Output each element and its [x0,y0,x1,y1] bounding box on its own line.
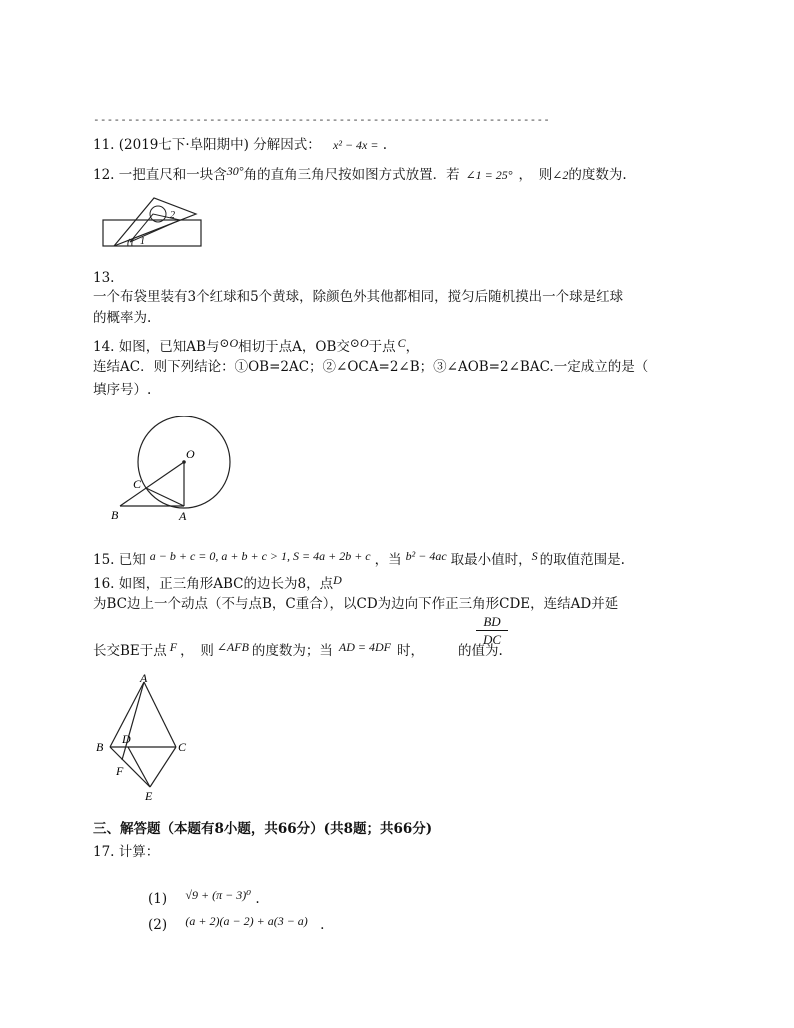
fig16-label-e: E [145,789,153,803]
fig12-label-2: 2 [170,210,175,221]
q12-math-30deg: 30° [226,164,244,178]
q14-line3: 填序号）. [93,382,152,398]
q12-text-d: 的度数为. [568,167,627,183]
q14-text-a: 14. 如图，已知AB与 [93,339,220,355]
q11-tail: . [382,137,388,153]
q11-text: 11. (2019七下·阜阳期中) 分解因式： [93,137,321,153]
fig14-label-b: B [111,508,119,522]
q15-math-s: S [531,549,538,563]
question-15 [93,547,625,569]
q15-math-conditions: a − b + c = 0, a + b + c > 1, S = 4a + 2b + c [149,549,371,563]
q17-part2 [148,912,324,934]
q15-text-b: ，当 [374,552,402,568]
fig16-label-c: C [178,740,187,754]
q12-text-a: 12. 一把直尺和一块含 [93,167,227,183]
question-12 [93,162,627,184]
q17-p1-math: √9 + (π − 3)⁰ [185,888,252,902]
q17-part1 [148,886,260,908]
q16-line2: 为BC边上一个动点（不与点B，C重合），以CD为边向下作正三角形CDE，连结AD并延 [93,596,619,612]
q15-text-d: 的取值范围是. [539,552,625,568]
q12-math-angle1: ∠1 = 25° [465,168,513,182]
q15-math-discriminant: b² − 4ac [405,549,447,563]
q13-number: 13. [93,270,115,286]
q17-p1-tail: . [255,891,260,907]
fig16-label-a: A [140,672,148,685]
q15-text-a: 15. 已知 [93,552,146,568]
q17-p2-math: (a + 2)(a − 2) + a(3 − a) [185,914,308,928]
q16-text-3d: 时， [397,643,425,659]
q16-text-3a: 长交BE于点 [93,643,167,659]
q16-frac-denominator: DC [476,630,508,649]
q17-p1-label: (1) [148,891,168,907]
question-16 [93,571,342,593]
q12-math-angle2: ∠2 [552,168,569,182]
q14-math-circle-o-2: ⊙O [349,336,369,350]
q13-line2: 的概率为. [93,310,152,326]
q14-text-d: ， [405,339,420,355]
figure-equilateral-triangles [94,672,194,804]
q14-math-c: C [397,336,406,350]
q16-math-d: D [333,573,342,587]
q17-p2-label: (2) [148,917,168,933]
q12-text-b: 角的直角三角尺按如图方式放置．若 [243,167,460,183]
q16-text-a: 16. 如图，正三角形ABC的边长为8，点 [93,576,334,592]
q14-text-b: 相切于点A，OB交 [238,339,350,355]
q11-math: x² − 4x = [333,138,379,152]
fig16-label-b: B [96,740,104,754]
question-14 [93,334,419,356]
section-3-heading: 三、解答题（本题有8小题，共66分）(共8题；共66分) [93,821,433,837]
q14-line2: 连结AC．则下列结论：①OB=2AC；②∠OCA=2∠B；③∠AOB=2∠BAC.一定成立的是（ [93,359,649,375]
q17-p2-tail: . [320,917,325,933]
fig14-label-o: O [186,447,195,461]
q16-fraction [476,614,508,649]
q14-math-circle-o: ⊙O [219,336,239,350]
q12-text-c: ， 则 [518,167,553,183]
fig16-label-d: D [122,732,131,746]
figure-ruler-triangle [100,192,204,250]
q17-title: 17. 计算： [93,844,160,860]
q16-text-3e: 的值为. [458,643,503,659]
fig12-label-1: 1 [140,236,145,247]
q16-math-f: F [169,640,178,654]
q13-line1: 一个布袋里装有3个红球和5个黄球，除颜色外其他都相同，搅匀后随机摸出一个球是红球 [93,289,624,305]
separator-line: ------------------------------------------------------------------- [93,113,551,126]
q14-text-c: 于点 [368,339,396,355]
q16-frac-numerator: BD [483,614,501,629]
question-11 [93,136,387,154]
q16-math-angle-afb: ∠AFB [216,640,249,654]
fig14-label-a: A [179,509,187,523]
q15-text-c: 取最小值时， [450,552,532,568]
q16-math-ad-4df: AD = 4DF [338,640,392,654]
fig16-label-f: F [116,764,124,778]
q16-text-3b: ， 则 [180,643,214,659]
q16-text-3c: 的度数为；当 [251,643,333,659]
figure-circle-tangent [106,416,256,526]
fig14-label-c: C [133,477,142,491]
q16-line3 [93,638,503,660]
